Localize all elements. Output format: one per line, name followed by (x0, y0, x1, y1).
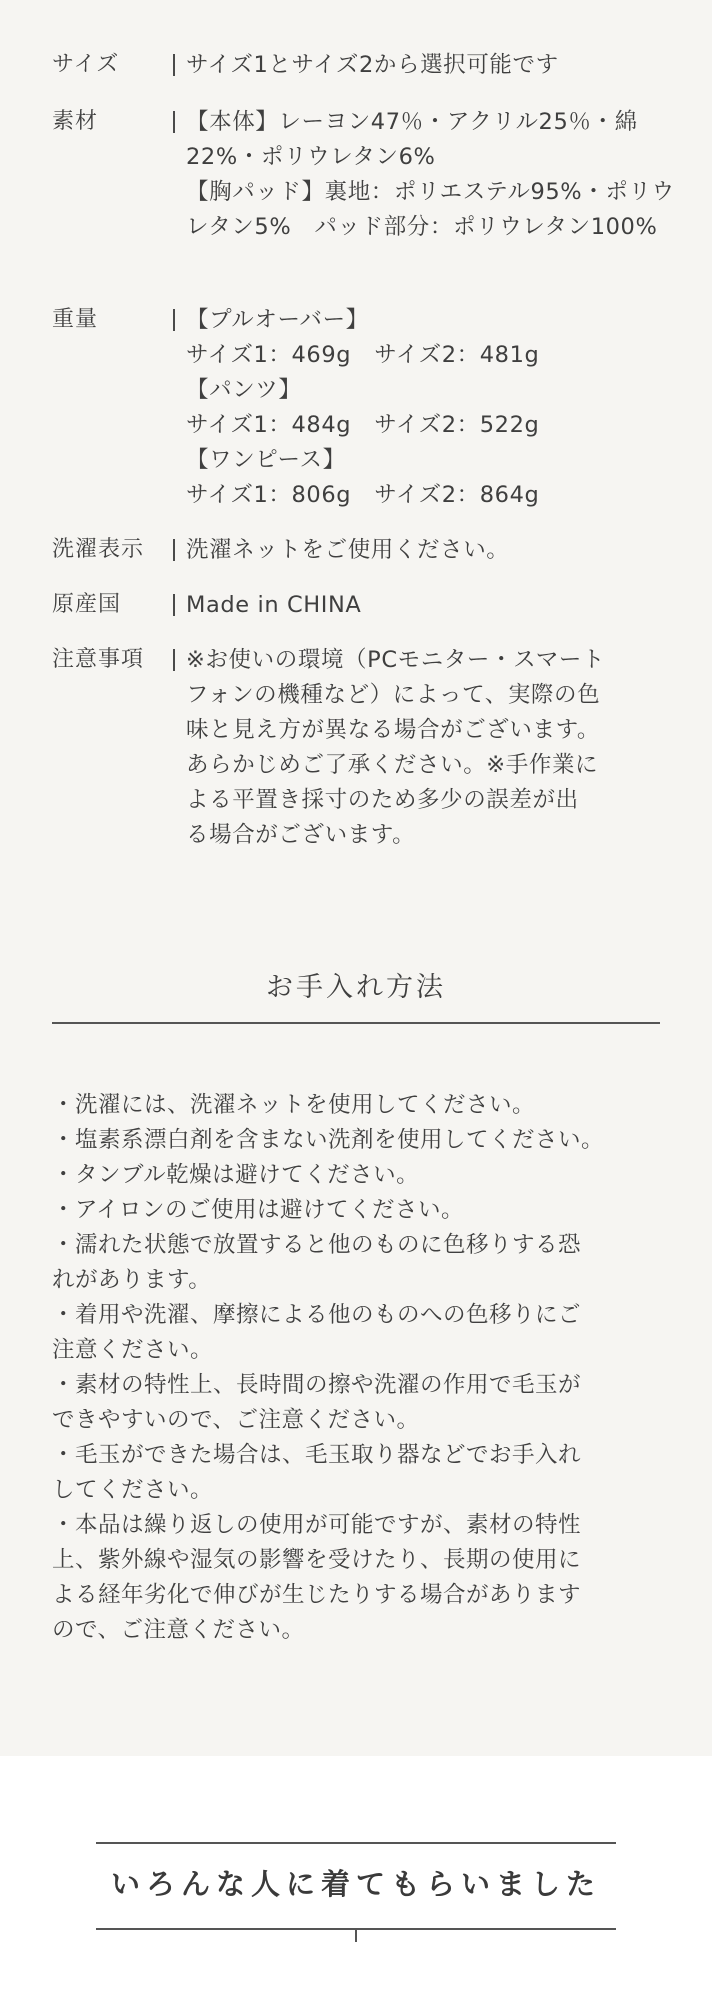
care-line: ・濡れた状態で放置すると他のものに色移りする恐 (52, 1232, 582, 1258)
spec-value-line: Made in CHINA (186, 592, 362, 618)
care-line: れがあります。 (52, 1267, 212, 1293)
spec-divider (170, 588, 186, 623)
spec-label-origin: 原産国 (52, 592, 122, 617)
spec-row-size (52, 48, 672, 83)
section-heading: いろんな人に着てもらいました (110, 1867, 601, 1901)
spec-value-line: 【本体】レーヨン47％・アクリル25％・綿 (186, 109, 638, 135)
spec-value-line: 味と見え方が異なる場合がございます。 (186, 717, 601, 743)
section-heading-top-rule (96, 1842, 616, 1844)
spec-value-line: 【ワンピース】 (186, 447, 346, 473)
spec-value-line: 【胸パッド】裏地：ポリエステル95%・ポリウ (186, 179, 675, 205)
spec-value-origin (186, 588, 672, 623)
spec-row-wash (52, 533, 672, 568)
care-line: ・毛玉ができた場合は、毛玉取り器などでお手入れ (52, 1442, 582, 1468)
spec-value-line: サイズ1とサイズ2から選択可能です (186, 52, 559, 78)
spec-value-wash (186, 533, 672, 568)
spec-table (52, 48, 675, 853)
spec-value-line: 洗濯ネットをご使用ください。 (186, 537, 510, 563)
care-line: ・塩素系漂白剤を含まない洗剤を使用してください。 (52, 1127, 605, 1153)
care-section-title: お手入れ方法 (266, 972, 446, 1003)
spec-value-line: サイズ1：806g サイズ2：864g (186, 482, 540, 508)
spec-label-notes: 注意事項 (52, 647, 145, 672)
spec-label-size: サイズ (52, 52, 120, 77)
spec-value-line: る場合がございます。 (186, 822, 416, 848)
care-line: ・アイロンのご使用は避けてください。 (52, 1197, 464, 1223)
care-title-divider (52, 1022, 660, 1024)
care-line: ・着用や洗濯、摩擦による他のものへの色移りにご (52, 1302, 582, 1328)
spec-label-material: 素材 (52, 109, 99, 134)
spec-row-origin (52, 588, 672, 623)
spec-divider (170, 303, 186, 513)
care-line: よる経年劣化で伸びが生じたりする場合があります (52, 1582, 582, 1608)
spec-divider (170, 533, 186, 568)
spec-value-line: サイズ1：469g サイズ2：481g (186, 342, 540, 368)
spec-value-size (186, 48, 672, 83)
spec-value-line: レタン5% パッド部分：ポリウレタン100% (186, 214, 658, 240)
spec-value-line: よる平置き採寸のため多少の誤差が出 (186, 787, 579, 813)
spec-divider (170, 643, 186, 853)
spec-row-weight (52, 303, 672, 513)
care-instructions-list (52, 1088, 672, 1648)
spec-value-line: 【プルオーバー】 (186, 307, 369, 333)
care-line: できやすいので、ご注意ください。 (52, 1407, 420, 1433)
spec-value-line: フォンの機種など）によって、実際の色 (186, 682, 601, 708)
section-heading-tick-mark (355, 1928, 357, 1942)
care-line: ・素材の特性上、長時間の擦や洗濯の作用で毛玉が (52, 1372, 582, 1398)
spec-value-line: あらかじめご了承ください。※手作業に (186, 752, 599, 778)
spec-row-material (52, 105, 675, 245)
care-line: ・タンブル乾燥は避けてください。 (52, 1162, 420, 1188)
spec-value-line: 【パンツ】 (186, 377, 302, 403)
spec-row-notes (52, 643, 672, 853)
care-line: 上、紫外線や湿気の影響を受けたり、長期の使用に (52, 1547, 582, 1573)
spec-value-line: サイズ1：484g サイズ2：522g (186, 412, 540, 438)
care-line: ので、ご注意ください。 (52, 1617, 305, 1643)
spec-value-material (186, 105, 675, 245)
spec-value-notes (186, 643, 672, 853)
care-line: ・本品は繰り返しの使用が可能ですが、素材の特性 (52, 1512, 582, 1538)
spec-label-weight: 重量 (52, 307, 99, 332)
care-line: してください。 (52, 1477, 214, 1503)
spec-value-line: 22%・ポリウレタン6% (186, 144, 436, 170)
spec-divider (170, 105, 186, 245)
care-line: 注意ください。 (52, 1337, 214, 1363)
spec-value-line: ※お使いの環境（PCモニター・スマート (186, 647, 606, 673)
spec-label-wash: 洗濯表示 (52, 537, 145, 562)
spec-divider (170, 48, 186, 83)
care-line: ・洗濯には、洗濯ネットを使用してください。 (52, 1092, 536, 1118)
spec-value-weight (186, 303, 672, 513)
